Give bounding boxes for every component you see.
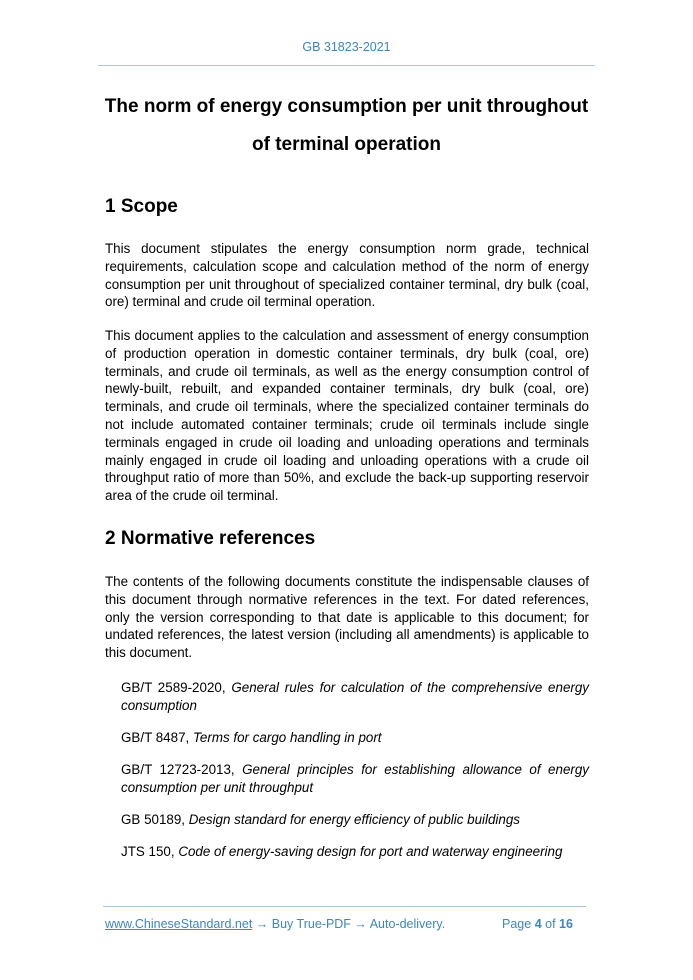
reference-code: JTS 150,: [121, 844, 179, 859]
page-label: Page: [502, 917, 532, 931]
title-line-1: The norm of energy consumption per unit throughout: [104, 96, 589, 117]
page-number: [502, 917, 573, 931]
reference-title: General rules for calculation of the comprehensive energy consumption: [121, 680, 590, 713]
website-link[interactable]: www.ChineseStandard.net: [105, 917, 253, 931]
reference-item: [121, 729, 589, 747]
footer-promo: [105, 917, 445, 931]
reference-title: General principles for establishing allowance of energy consumption per unit throughput: [121, 762, 589, 795]
reference-code: GB/T 12723-2013,: [121, 762, 243, 777]
reference-code: GB/T 8487,: [121, 730, 193, 745]
header-divider: [98, 65, 595, 66]
section-heading-scope: 1 Scope: [105, 196, 178, 217]
document-title: [90, 88, 603, 164]
normative-references-intro: [105, 573, 589, 662]
paragraph-text: The contents of the following documents constitute the indispensable clauses of this document through normative references in the text. For dated references, only the version corresponding to that date is applicable to this document; for undated references, the latest version (including all amendments) is applicable to this document.: [105, 574, 589, 661]
page-current: 4: [534, 917, 542, 931]
document-id-header: GB 31823-2021: [302, 40, 391, 54]
reference-item: [121, 761, 589, 797]
scope-paragraph-1: [105, 240, 589, 311]
reference-title: Design standard for energy efficiency of public buildings: [188, 812, 520, 827]
paragraph-text: This document stipulates the energy consumption norm grade, technical requirements, calculation scope and calculation method of the norm of energy consumption per unit throughout of specialized container terminal, dry bulk (coal, ore) terminal and crude oil terminal operation.: [105, 241, 589, 310]
section-heading-normative-references: 2 Normative references: [105, 528, 316, 549]
reference-code: GB/T 2589-2020,: [121, 680, 232, 695]
footer-tagline: → Buy True-PDF → Auto-delivery.: [252, 917, 446, 931]
reference-title: Code of energy-saving design for port and waterway engineering: [178, 844, 563, 859]
footer-divider: [103, 906, 586, 907]
reference-item: [121, 811, 589, 829]
title-line-2: of terminal operation: [252, 134, 441, 155]
page-total: 16: [559, 917, 573, 931]
reference-item: [121, 679, 589, 715]
reference-item: [121, 843, 589, 861]
scope-paragraph-2: [105, 327, 589, 505]
reference-code: GB 50189,: [121, 812, 189, 827]
reference-title: Terms for cargo handling in port: [192, 730, 382, 745]
of-label: of: [545, 917, 556, 931]
paragraph-text: This document applies to the calculation and assessment of energy consumption of production operation in domestic container terminals, dry bulk (coal, ore) terminals, and crude oil terminals, as well as the energy consumption control of newly-built, rebuilt, and expanded container terminals, dry bulk (coal, ore) terminals, and crude oil terminals, where the specialized container terminals do not include automated container terminals; crude oil terminals include single terminals engaged in crude oil loading and unloading operations and terminals mainly engaged in crude oil loading and unloading operations with a crude oil throughput ratio of more than 50%, and exclude the back-up supporting reservoir area of the crude oil terminal.: [105, 328, 589, 504]
